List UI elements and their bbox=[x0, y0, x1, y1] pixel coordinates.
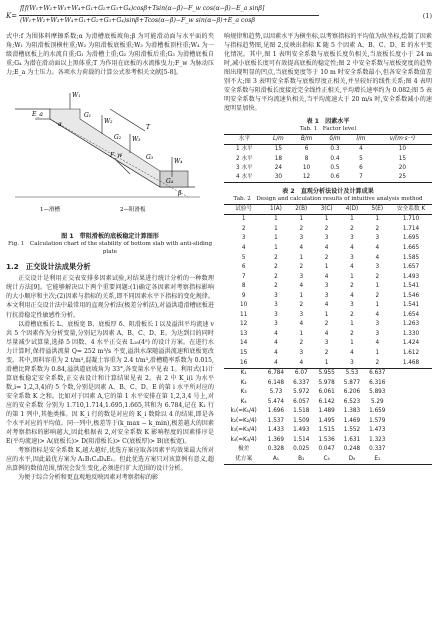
table-cell: 4 bbox=[324, 302, 329, 309]
table-cell: 8 bbox=[304, 155, 309, 162]
table-cell: 1 bbox=[375, 216, 380, 223]
table-cell: 1.473 bbox=[369, 427, 386, 434]
paragraph: 为便于综合分析和更直观地反映因素对考察指标的影 bbox=[18, 474, 159, 482]
table-cell: 1.509 bbox=[293, 417, 310, 424]
table-row bbox=[224, 301, 432, 311]
table-row bbox=[224, 368, 432, 378]
table-cell: 4 bbox=[274, 330, 278, 337]
table-cell: 1.536 bbox=[318, 436, 335, 443]
table-cell: 2 bbox=[299, 225, 304, 232]
table-cell: C₄ bbox=[314, 455, 339, 465]
paragraph: 以滑槽底板长 L、底板宽 B、底板厚 δ、阻滑板长 l 以及溢洪平均流速 v 共 5 个因素作为分析变量,分别记为因素 A、B、C、D、E。为达到目的同时尽量减少试算量,选择 5 因数、4 水平正交表 L₁₆(4⁵) 的设计方案。在进行水力计算时,保持溢洪流量 Q= 252 m³/s 不变,溢洪水深随溢洪流速和底板宽改变。其中,黑料容重为 2 t/m³,混凝土容重为 2.4 t/m³,滑槽糙率系数为 0.015,滑槽比降系数为 0.84,溢洪道底坡角为 33°,各变量水平见表 1。利用式(1)计算底板稳定安全系数,正交表设计和计算结果见表 2。表 2 中 K_i(i 为水平数,i= 1,2,3,4)的 5 个数,分别是因素 A、B、C、D、E 的第 i 水平所对应的安全系数 K 之和。比如对于因素 A,它的第 1 水平安排在第 1,2,3,4 号上,对应的安全系数 分别为 1.710,1.714,1.695,1.665,其和为 6.784,记在 K₁ 行的第 1 列中,其他类推。因 K_i 行的数是对应的 K_i 数除以 4 的结果,即是各个水平对应的平均值。同一列中,极差等于(k_max − k_min),极差越大的因素对考察指标的影响越大,因此根据表 2,对安全系数 K 影响程度的因素排序是 E(平均流速)> A(底板长)> D(阻滑板长)> C(底板厚)> B(底板宽)。 bbox=[6, 320, 214, 446]
table-cell: 5.893 bbox=[369, 389, 386, 396]
table-cell: 4 bbox=[241, 245, 246, 251]
table-cell: 1.323 bbox=[369, 436, 386, 443]
table-cell: 5.29 bbox=[370, 398, 384, 405]
table-cell: 2 bbox=[350, 330, 354, 337]
table-cell: 1.515 bbox=[318, 427, 335, 434]
table-row bbox=[224, 330, 432, 340]
table-cell: D₄ bbox=[339, 455, 364, 465]
table-cell: 5 bbox=[241, 254, 246, 261]
table-cell bbox=[390, 388, 432, 398]
table-cell: 6.148 bbox=[267, 379, 285, 386]
table-cell: 5.972 bbox=[293, 389, 310, 396]
figure-1-caption-cn: 图 1 带阻滑板的底板稳定计算图形 bbox=[61, 233, 159, 241]
table-cell: 6.057 bbox=[293, 398, 310, 405]
table-cell: 1.514 bbox=[293, 436, 310, 443]
table-cell: 4 bbox=[274, 340, 278, 347]
equation-number: (1) bbox=[422, 12, 432, 20]
table-cell: K₄ bbox=[240, 398, 247, 405]
table-cell: 8 bbox=[241, 283, 246, 290]
table-cell: 2 bbox=[375, 359, 380, 366]
table-header: δ/m bbox=[321, 134, 349, 144]
table-row bbox=[224, 145, 432, 155]
table-cell: 0.5 bbox=[330, 164, 340, 171]
table-cell: 1.546 bbox=[402, 292, 420, 299]
table-cell bbox=[390, 398, 432, 408]
table-cell: 1.383 bbox=[343, 408, 361, 415]
table-row bbox=[224, 436, 432, 446]
table-cell: 1.585 bbox=[402, 254, 420, 261]
table-cell: 2 bbox=[324, 225, 329, 232]
table-cell: 4 bbox=[375, 311, 380, 318]
table-row bbox=[224, 339, 432, 349]
left-column bbox=[6, 32, 214, 482]
label-slip: 1—滑槽 bbox=[40, 207, 60, 214]
table-cell: 6 bbox=[304, 146, 309, 153]
table-cell: 3 bbox=[324, 283, 329, 290]
table-cell: 1.493 bbox=[293, 427, 310, 434]
table-cell: 3 bbox=[274, 292, 278, 299]
paragraph: 响规律和趋势,以因素水平为横坐标,以考察指标的平均值为纵坐标,绘制了因素与指标趋势图,见图 2,反映出指标 K 随 5 个因素 A、B、C、D、E 的水平变化情况。其中,图 1 表明安全系数与底板长度负相关,当底板长度小于 24 m 时,减小底板长度可有效提高底板的稳定性;图 2 中安全系数与底板宽度的趋势图出现明显的凹点,当底板宽度等于 10 m 时安全系数最小,但各安全系数值差别不大;图 3 表明安全系数与底板厚度正相关,并呈较好的线性关系;图 4 表明安全系数与阻滑板长度接近完全线性正相关,平均增长速率约为 0.082;图 5 表明安全系数与平均流速负相关,当平均流速大于 20 m/s 时,安全系数减小的速度明显加快。 bbox=[224, 33, 432, 113]
symbol-definitions: 式中:f 为围体料摩擦系数;α 为滑槽底板坡角;β 为可能滑动面与水平面的夹角;W₁ 为阻滑板顶横柱重;W₂ 为阻滑板底板重;W₃ 为滑槽板顶柱重;W₄ 为一级滑槽底板上的水流自重;G₁ 为滑槽土重;G₂ 为阻滑板后重;G₃ 为滑槽底板自重;G₄ 为潜在滑动面以上黑体重;T 为作用在底板的水流推曳力;F_w 为脉动压力;E_a 为土压力。各项水力荷载的计算公式参考相关文献[5-8]。 bbox=[6, 33, 214, 77]
table-cell: 1.263 bbox=[402, 321, 420, 328]
table-cell: 5.877 bbox=[343, 379, 361, 386]
table-cell: 1 bbox=[350, 273, 354, 280]
paragraph: 正交设计是利用正交表安排多因素试验,对结果进行统计分析的一种数理统计方法[9]。它能够解决以下两个重要问题:(1)确定各因素对考察指标影响的大小顺序和主次;(2)因素与指标的关系,即不同因素水平下指标的变化规律。本文利用正交设计法中最常用的直观分析法(极差分析法),对溢洪道滑槽底板进行抗滑稳定性敏感性分析。 bbox=[6, 275, 214, 319]
table-row bbox=[224, 320, 432, 330]
label-g2: G₂ bbox=[114, 134, 122, 142]
table-cell: 4 bbox=[375, 254, 380, 261]
label-t: T bbox=[146, 124, 151, 132]
table-cell: k₂(=K₂/4) bbox=[230, 417, 257, 424]
label-beta: β bbox=[178, 190, 182, 198]
table-cell: 2 bbox=[375, 273, 380, 280]
label-g1: G₁ bbox=[84, 112, 92, 120]
table-cell bbox=[390, 378, 432, 388]
table-cell: 1 bbox=[241, 216, 246, 223]
table-cell: 3 bbox=[350, 235, 354, 242]
table-cell: 4 bbox=[274, 350, 278, 357]
table-cell: 2 bbox=[274, 254, 278, 261]
t-arrow bbox=[110, 109, 145, 131]
table-cell: 3 bbox=[324, 292, 329, 299]
table-cell: 4 bbox=[274, 359, 278, 366]
table-cell: 2 水平 bbox=[235, 155, 253, 162]
label-w1: W₁ bbox=[72, 92, 81, 100]
table-header: 安全系数 K bbox=[390, 204, 432, 214]
table-header: L/m bbox=[265, 134, 292, 144]
table-cell: 6.337 bbox=[293, 379, 310, 386]
table-cell: 2 bbox=[350, 225, 354, 232]
table-cell: 25 bbox=[373, 173, 432, 183]
figure-1-drawing bbox=[10, 79, 210, 229]
table-cell: 1.552 bbox=[343, 427, 361, 434]
table-cell: 12 bbox=[292, 173, 321, 183]
table-cell: 7 bbox=[349, 173, 373, 183]
table-cell: 15 bbox=[398, 155, 407, 162]
table-cell: 4 bbox=[299, 245, 304, 251]
table-cell: 4 bbox=[375, 340, 380, 347]
figure-1-caption-en: Fig. 1 Calculation chart of the stability of bottom slab with anti-sliding plate bbox=[7, 241, 213, 255]
right-column bbox=[224, 32, 432, 465]
table-cell: 3 bbox=[350, 302, 354, 309]
table-cell: 14 bbox=[240, 340, 248, 347]
table-row bbox=[224, 311, 432, 321]
table-cell: 0.047 bbox=[318, 446, 335, 453]
table-cell: 2 bbox=[375, 225, 380, 232]
table-cell: 2 bbox=[350, 311, 354, 318]
table-cell: E₁ bbox=[365, 455, 390, 465]
table-cell: 6.142 bbox=[318, 398, 335, 405]
table-cell: 2 bbox=[324, 254, 329, 261]
table-cell: 3 bbox=[299, 273, 304, 280]
table-cell: 20 bbox=[398, 164, 407, 171]
table-cell: 极差 bbox=[237, 446, 250, 453]
table-cell: 5.978 bbox=[318, 379, 335, 386]
table-cell: 10 bbox=[302, 164, 311, 171]
table-cell: 1.537 bbox=[267, 417, 285, 424]
table-2-caption-en: Tab. 2 Design and calculation results of intuitive analysis method bbox=[233, 196, 423, 203]
table-cell: 1.489 bbox=[318, 408, 335, 415]
table-header: B/m bbox=[292, 134, 321, 144]
table-cell: 4 bbox=[350, 350, 354, 357]
table-row bbox=[224, 263, 432, 273]
table-cell: 5.73 bbox=[269, 389, 283, 396]
table-header: 5(E) bbox=[365, 204, 390, 214]
table-cell: 1.468 bbox=[402, 359, 420, 366]
paragraph: 考察指标是安全系数 K,越大越好,优选方案应取各因素平均效果最大所对应的水平,因此最优方案为 A₁B₁C₄D₄E₁。但此优选方案只对该算例有意义,超出算例的数值范围,情况会发生变化,必须进行扩大范围的设计分析。 bbox=[6, 447, 214, 473]
table-cell: 6.206 bbox=[343, 389, 361, 396]
table-cell bbox=[390, 368, 432, 378]
table-cell: 10 bbox=[240, 302, 248, 309]
table-cell: 3 水平 bbox=[235, 164, 253, 171]
table-cell: 1 bbox=[299, 292, 304, 299]
table-cell: 2 bbox=[324, 350, 329, 357]
formula-lhs: K= bbox=[6, 12, 18, 20]
table-cell: 11 bbox=[240, 311, 248, 318]
table-cell: 0.6 bbox=[321, 173, 349, 183]
table-cell: 1.495 bbox=[318, 417, 335, 424]
table-cell: K₁ bbox=[224, 368, 263, 378]
table-cell: k₃(=K₃/4) bbox=[230, 427, 257, 434]
table-cell: 优方案 bbox=[224, 455, 263, 465]
table-cell: 1 bbox=[375, 302, 380, 309]
table-cell: 1 bbox=[274, 235, 278, 242]
table-cell: 2 bbox=[299, 340, 304, 347]
table-cell bbox=[390, 417, 432, 427]
table-cell: 1.579 bbox=[369, 417, 386, 424]
formula-numerator: f[f(W₁+W₂+W₃+W₄+G₁+G₂+G₃+G₄)cosβ+Tsin(α−β)−F_w cos(α−β)−E_a sinβ] bbox=[20, 5, 265, 12]
table-cell: 1 bbox=[375, 283, 380, 290]
table-cell: 6.523 bbox=[343, 398, 361, 405]
table-row bbox=[224, 272, 432, 282]
table-cell: 1 bbox=[274, 216, 278, 223]
table-header: 4(D) bbox=[339, 204, 364, 214]
table-cell: 1.659 bbox=[369, 408, 386, 415]
table-cell: 3 bbox=[350, 254, 354, 261]
table-cell: 0.3 bbox=[330, 146, 340, 153]
table-cell: 1.654 bbox=[402, 311, 420, 318]
table-cell: 3 bbox=[375, 264, 380, 271]
table-cell: 3 bbox=[274, 321, 278, 328]
table-row bbox=[224, 388, 432, 398]
table-cell: 15 bbox=[274, 146, 282, 153]
table-cell: 3 bbox=[299, 235, 304, 242]
table-row bbox=[224, 225, 432, 235]
table-cell bbox=[390, 426, 432, 436]
figure-1 bbox=[6, 79, 214, 231]
table-cell: 1 bbox=[299, 330, 304, 337]
table-cell: 1 bbox=[350, 340, 354, 347]
table-cell: 6.061 bbox=[318, 389, 335, 396]
factor-level-table bbox=[224, 134, 432, 183]
table-row bbox=[224, 282, 432, 292]
table-cell: 1.710 bbox=[402, 216, 420, 223]
table-cell: 1.612 bbox=[402, 350, 420, 357]
table-cell: k₁(=K₁/4) bbox=[230, 408, 257, 415]
stability-formula bbox=[6, 4, 432, 30]
table-cell: 1 bbox=[299, 254, 304, 261]
table-cell: 3 bbox=[299, 311, 304, 318]
table-cell bbox=[390, 436, 432, 446]
table-row bbox=[224, 426, 432, 436]
label-w2: W₂ bbox=[104, 118, 113, 126]
table-cell: 4 bbox=[324, 273, 329, 280]
table-cell: 7 bbox=[241, 273, 246, 280]
table-header: v/(m·s⁻¹) bbox=[373, 134, 432, 144]
table-row bbox=[224, 215, 432, 225]
table-cell: 0.328 bbox=[267, 446, 285, 453]
table-row bbox=[224, 291, 432, 301]
table-cell: 5.53 bbox=[339, 368, 364, 378]
table-cell: 1.696 bbox=[267, 408, 285, 415]
table-cell: 18 bbox=[274, 155, 282, 162]
table-cell: 10 bbox=[398, 146, 407, 153]
table-row bbox=[224, 173, 432, 183]
table-cell: 4 bbox=[375, 245, 380, 251]
table-cell: K₂ bbox=[240, 379, 247, 386]
table-cell: 1 bbox=[299, 216, 304, 223]
label-fw: F_w bbox=[110, 152, 123, 160]
table-cell: 4 bbox=[299, 359, 304, 366]
label-g3: G₃ bbox=[146, 154, 154, 162]
table-cell: 6.784 bbox=[263, 368, 288, 378]
table-cell: 15 bbox=[240, 350, 248, 357]
table-row bbox=[224, 417, 432, 427]
table-cell: 9 bbox=[241, 292, 246, 299]
table-cell: 1.369 bbox=[267, 436, 285, 443]
table-cell: 5.474 bbox=[267, 398, 285, 405]
table-cell: 1.518 bbox=[293, 408, 310, 415]
table-row bbox=[224, 455, 432, 465]
table-cell bbox=[390, 455, 432, 465]
table-cell: 16 bbox=[240, 359, 248, 366]
table-cell: 1.469 bbox=[343, 417, 361, 424]
table-cell: 0.337 bbox=[369, 446, 386, 453]
table-cell: 1 bbox=[324, 264, 329, 271]
table-cell: 2 bbox=[299, 264, 304, 271]
table-row bbox=[224, 398, 432, 408]
table-cell: 3 bbox=[274, 311, 278, 318]
table-cell: 13 bbox=[240, 330, 248, 337]
table-cell: 2 bbox=[274, 264, 278, 271]
table-cell: 1 bbox=[350, 216, 354, 223]
table-cell: 0.248 bbox=[343, 446, 361, 453]
table-cell: A₁ bbox=[263, 455, 288, 465]
table-row bbox=[224, 234, 432, 244]
table-cell bbox=[390, 445, 432, 455]
table-cell bbox=[390, 407, 432, 417]
label-plate: 2—阻滑板 bbox=[120, 207, 146, 214]
table-cell: 1 bbox=[324, 359, 329, 366]
table-header: 2(B) bbox=[289, 204, 314, 214]
table-row bbox=[224, 244, 432, 254]
table-cell: 3 bbox=[350, 359, 354, 366]
table-row bbox=[224, 253, 432, 263]
section-title: 1.2 正交设计法成果分析 bbox=[6, 262, 91, 272]
table-header: 1(A) bbox=[263, 204, 288, 214]
table-cell: 1.541 bbox=[402, 302, 420, 309]
table-cell: 5 bbox=[359, 155, 363, 162]
table-cell: 4 bbox=[359, 146, 363, 153]
orthogonal-design-table bbox=[224, 204, 432, 466]
formula-denominator: (W₁+W₂+W₃+W₄+G₁+G₂+G₃+G₄)sinβ+Tcos(α−β)−F_w sin(α−β)+E_a cosβ bbox=[20, 17, 255, 24]
table-cell: 3 bbox=[324, 340, 329, 347]
label-ea: E_a bbox=[32, 111, 43, 119]
table-cell: 1.424 bbox=[402, 340, 420, 347]
table-cell: 3 bbox=[375, 235, 380, 242]
table-cell: 4 bbox=[324, 245, 329, 251]
table-row bbox=[224, 154, 432, 163]
table-cell: 6.637 bbox=[365, 368, 390, 378]
anti-slide-plate bbox=[160, 171, 188, 187]
table-row bbox=[224, 164, 432, 173]
table-cell: k₄(=K₄/4) bbox=[230, 436, 257, 443]
table-cell: 1.665 bbox=[402, 245, 420, 251]
table-cell: 1 bbox=[274, 245, 278, 251]
table-header: l/m bbox=[349, 134, 373, 144]
table-header: 3(C) bbox=[314, 204, 339, 214]
table-cell: 4 bbox=[350, 292, 354, 299]
table-cell: 2 bbox=[274, 273, 278, 280]
table-1-caption-cn: 表 1 因素水平 bbox=[306, 118, 350, 126]
table-cell: 4 bbox=[350, 245, 354, 251]
table-row bbox=[224, 349, 432, 359]
table-cell: 0.4 bbox=[330, 155, 340, 162]
table-2-caption-cn: 表 2 直观分析法设计及计算成果 bbox=[282, 188, 374, 196]
table-cell: 3 bbox=[375, 321, 380, 328]
label-w4: W₄ bbox=[174, 158, 183, 166]
table-cell: 1 水平 bbox=[235, 146, 253, 153]
table-row bbox=[224, 445, 432, 455]
table-cell: 1 bbox=[324, 216, 329, 223]
table-cell: 3 bbox=[299, 350, 304, 357]
table-1-caption-en: Tab. 1 Factor level bbox=[299, 126, 357, 133]
table-cell: 4 bbox=[299, 283, 304, 290]
table-cell: 1.657 bbox=[402, 264, 420, 271]
table-cell: 1.714 bbox=[402, 225, 420, 232]
table-cell: 1 bbox=[375, 350, 380, 357]
table-cell: K₃ bbox=[240, 389, 247, 396]
fraction-bar bbox=[19, 15, 319, 16]
table-cell: 5.955 bbox=[314, 368, 339, 378]
table-cell: 1.695 bbox=[402, 235, 420, 242]
table-header: 试验号 bbox=[224, 204, 263, 214]
table-cell: 2 bbox=[375, 292, 380, 299]
table-cell: 2 bbox=[350, 283, 354, 290]
label-alpha: α bbox=[58, 121, 63, 129]
table-row bbox=[224, 358, 432, 368]
table-cell: 3 bbox=[241, 235, 246, 242]
table-cell: 12 bbox=[240, 321, 248, 328]
table-cell: 1 bbox=[274, 225, 278, 232]
table-cell: 1 bbox=[324, 311, 329, 318]
table-cell: 2 bbox=[274, 283, 278, 290]
table-cell: 6 bbox=[241, 264, 246, 271]
table-cell: 24 bbox=[274, 164, 282, 171]
table-cell: 0.025 bbox=[293, 446, 310, 453]
label-w3: W₃ bbox=[132, 136, 141, 144]
table-cell: 30 bbox=[265, 173, 292, 183]
table-cell: 1.541 bbox=[402, 283, 420, 290]
table-cell: 2 bbox=[299, 302, 304, 309]
table-cell: 2 bbox=[241, 225, 246, 232]
table-cell: 6.07 bbox=[289, 368, 314, 378]
table-cell: 1.330 bbox=[402, 330, 420, 337]
table-cell: 1.631 bbox=[343, 436, 361, 443]
table-cell: 4 bbox=[350, 264, 354, 271]
table-cell: 4 bbox=[324, 330, 329, 337]
table-cell: 6 bbox=[359, 164, 363, 171]
table-cell: B₁ bbox=[289, 455, 314, 465]
table-cell: 1 bbox=[350, 321, 354, 328]
table-cell: 3 bbox=[375, 330, 380, 337]
label-g4: G₄ bbox=[166, 178, 174, 186]
table-cell: 6.316 bbox=[369, 379, 386, 386]
table-cell: 3 bbox=[324, 235, 329, 242]
table-cell: 1.433 bbox=[267, 427, 285, 434]
table-cell: 1.493 bbox=[402, 273, 420, 280]
table-cell: 2 bbox=[324, 321, 329, 328]
table-cell: 4 水平 bbox=[224, 173, 265, 183]
table-cell: 3 bbox=[274, 302, 278, 309]
table-header: 水平 bbox=[224, 134, 265, 144]
table-row bbox=[224, 378, 432, 388]
table-cell: 4 bbox=[299, 321, 304, 328]
table-row bbox=[224, 407, 432, 417]
